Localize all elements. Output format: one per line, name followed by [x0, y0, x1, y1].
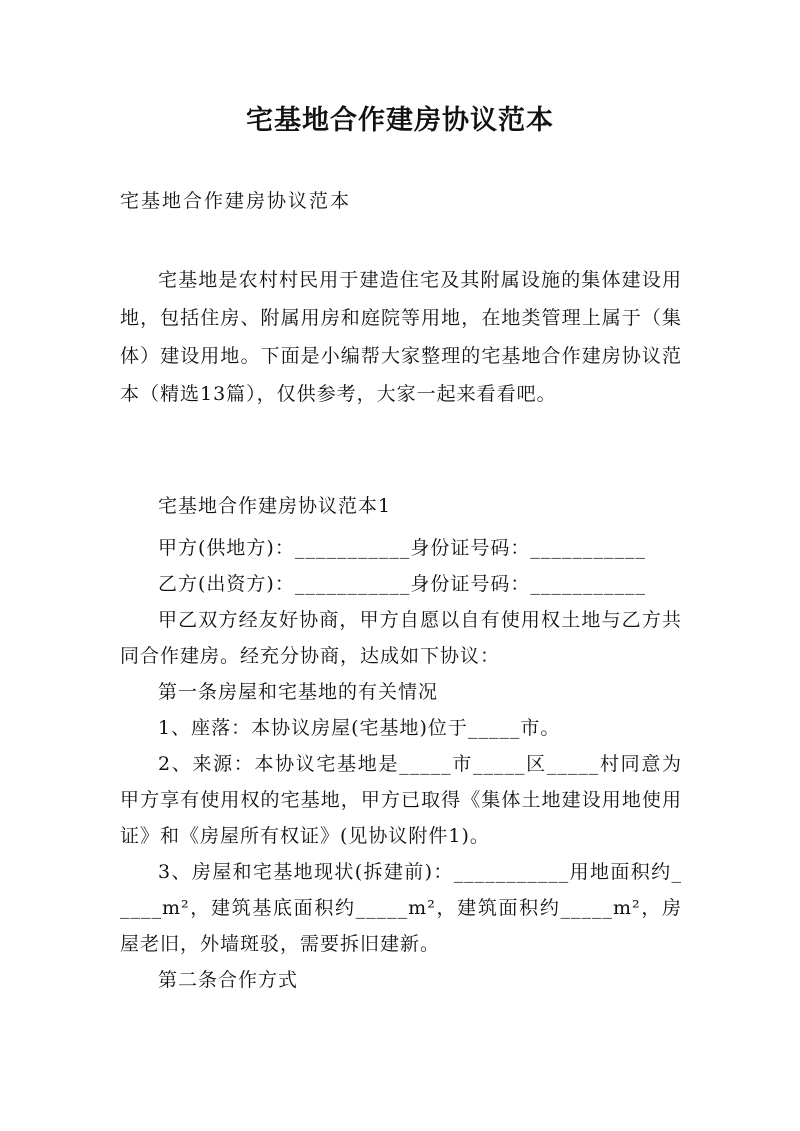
- clause-location: 1、座落：本协议房屋(宅基地)位于_____市。: [158, 717, 561, 739]
- article-1-heading: 第一条房屋和宅基地的有关情况: [158, 681, 439, 703]
- section-title: 宅基地合作建房协议范本1: [158, 495, 392, 517]
- document-title: 宅基地合作建房协议范本: [246, 105, 554, 136]
- intro-paragraph: 宅基地是农村村民用于建造住宅及其附属设施的集体建设用地，包括住房、附属用房和庭院等用地，在地类管理上属于（集体）建设用地。下面是小编帮大家整理的宅基地合作建房协议范本（精选13篇），仅供参考，大家一起来看看吧。: [120, 269, 682, 405]
- clause-source: 2、来源：本协议宅基地是_____市_____区_____村同意为甲方享有使用权的宅基地，甲方已取得《集体土地建设用地使用证》和《房屋所有权证》(见协议附件1)。: [120, 753, 682, 847]
- party-a-line: 甲方(供地方)：___________身份证号码：___________: [158, 537, 646, 559]
- agreement-body: [120, 488, 682, 998]
- document-subtitle: 宅基地合作建房协议范本: [120, 190, 352, 212]
- agreement-preamble: 甲乙双方经友好协商，甲方自愿以自有使用权土地与乙方共同合作建房。经充分协商，达成如下协议：: [120, 609, 682, 667]
- party-b-line: 乙方(出资方)：___________身份证号码：___________: [158, 573, 646, 595]
- article-2-heading: 第二条合作方式: [158, 969, 299, 991]
- clause-current-state: 3、房屋和宅基地现状(拆建前)：___________用地面积约_____m²，建筑基底面积约_____m²，建筑面积约_____m²，房屋老旧，外墙斑驳，需要拆旧建新。: [120, 861, 682, 955]
